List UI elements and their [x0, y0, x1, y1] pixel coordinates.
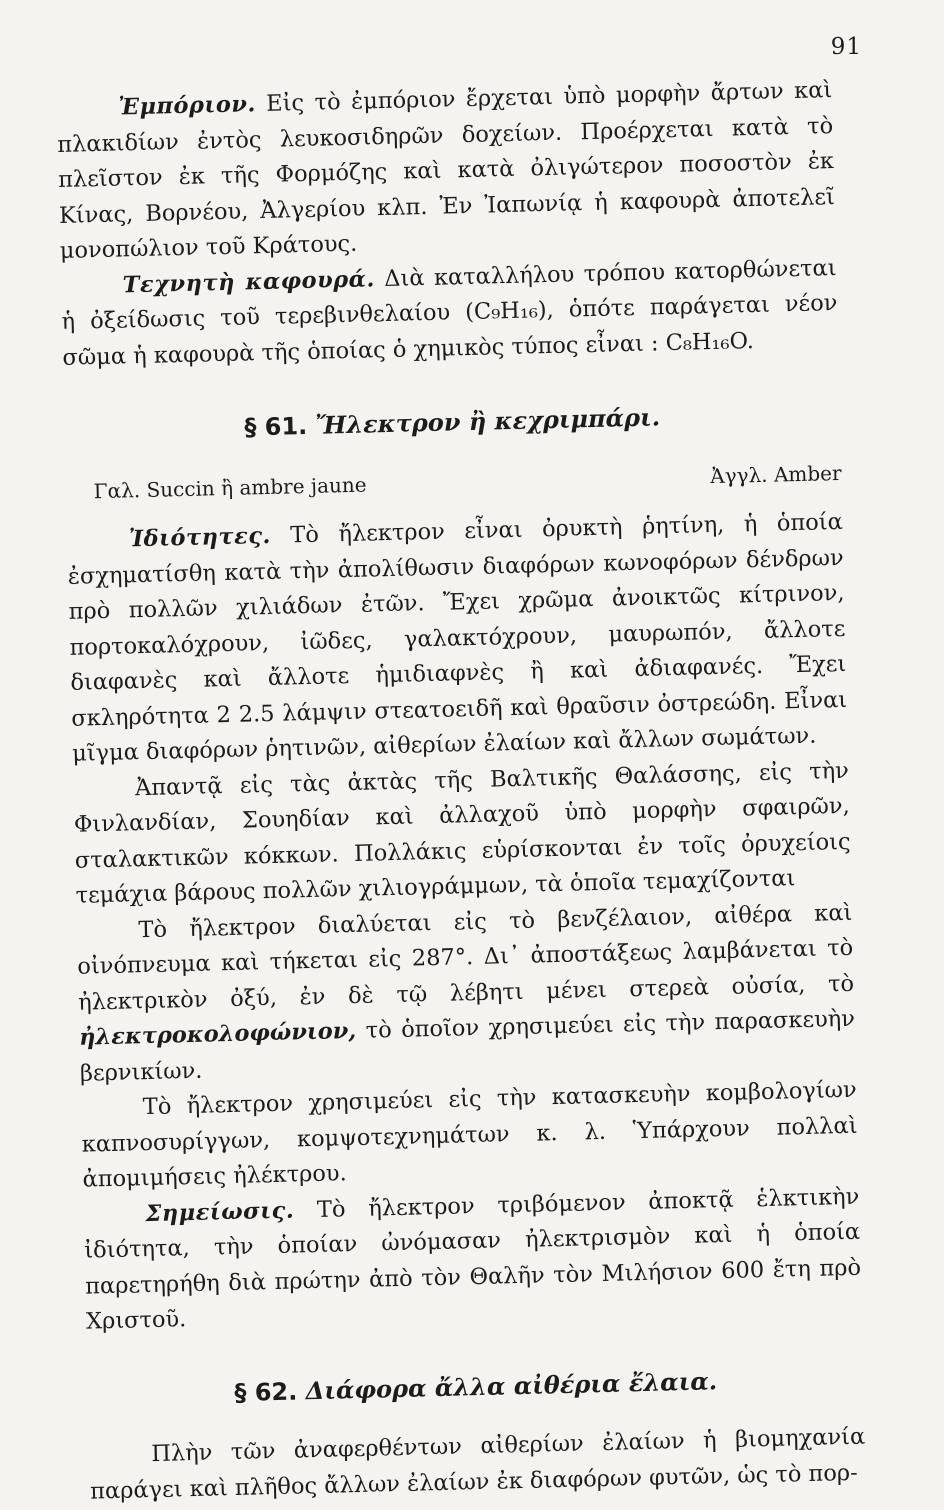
paragraph-other-oils: Πλὴν τῶν ἀναφερθέντων αἰθερίων ἐλαίων ἡ βιομηχανία παράγει καὶ πλῆθος ἄλλων ἐλαίων ἐκ διαφόρων φυτῶν, ὡς τὸ πορ- [89, 1423, 866, 1505]
emphasized-term: ἠλεκτροκολοφώνιον, [78, 1017, 357, 1051]
paragraph-uses: Τὸ ἤλεκτρον χρησιμεύει εἰς τὴν κατασκευὴν κομβολογίων καπνοσυρίγγων, κομψοτεχνημάτων κ. λ. Ὑπάρχουν πολλαὶ ἀπομιμήσεις ἠλέκτρου. [81, 1076, 858, 1193]
run-in-heading: Ἰδιότητες. [128, 522, 272, 553]
paragraph-properties [67, 505, 849, 772]
section-title: Διάφορα ἄλλα αἰθέρια ἔλαια. [305, 1365, 718, 1405]
section-62-heading [87, 1359, 864, 1414]
section-title: Ἤλεκτρον ἢ κεχριμπάρι. [315, 402, 661, 440]
page-body [56, 73, 866, 1510]
paragraph-dissolution [76, 895, 856, 1091]
paragraph-text: Εἰς τὸ ἐμπόριον ἔρχεται ὑπὸ μορφὴν ἄρτων καὶ πλακιδίων ἐντὸς λευκοσιδηρῶν δοχείων. Προέρχεται κατὰ τὸ πλεῖστον ἐκ τῆς Φορμόζης καὶ κατὰ ὀλιγώτερον ποσοστὸν ἐκ Κίνας, Βορνέου, Ἀλγερίου κλπ. Ἐν Ἰαπωνίᾳ ἡ καφουρὰ ἀποτελεῖ μονοπώλιον τοῦ Κράτους. [56, 77, 836, 264]
paragraph-text: Διὰ καταλλήλου τρόπου κατορθώνεται ἡ ὀξείδωσις τοῦ τερεβινθελαίου (C₉H₁₆), ὁπότε παράγεται νέον σῶμα ἡ καφουρὰ τῆς ὁποίας ὁ χημικὸς τύπος εἶναι : C₈H₁₆O. [61, 254, 838, 371]
section-number: § 62. [234, 1376, 298, 1407]
paragraph-text: Τὸ ἤλεκτρον διαλύεται εἰς τὸ βενζέλαιον, αἰθέρα καὶ οἰνόπνευμα καὶ τήκεται εἰς 287°. Δι᾽ ἀποστάξεως λαμβάνεται τὸ ἠλεκτρικὸν ὀξύ, ἐν δὲ τῷ λέβητι μένει στερεὰ οὐσία, τὸ [77, 899, 855, 1016]
paragraph-note [83, 1179, 862, 1340]
english-term: Ἀγγλ. Amber [709, 460, 842, 488]
french-term: Γαλ. Succin ἢ ambre jaune [93, 472, 367, 503]
paragraph-text: Τὸ ἤλεκτρον εἶναι ὀρυκτὴ ῥητίνη, ἡ ὁποία ἐσχηματίσθη κατὰ τὴν ἀπολίθωσιν διαφόρων κωνοφόρων δένδρων πρὸ πολλῶν χιλιάδων ἐτῶν. Ἔχει χρῶμα ἀνοικτῶς κίτρινον, πορτοκαλόχρουν, ἰῶδες, γαλακτόχρουν, μαυρωπόν, ἄλλοτε διαφανὲς καὶ ἄλλοτε ἡμιδιαφνὲς ἢ καὶ ἀδιαφανές. Ἔχει σκληρότητα 2 2.5 λάμψιν στεατοειδῆ καὶ θραῦσιν ὀστρεώδη. Εἶναι μῖγμα διαφόρων ῥητινῶν, αἰθερίων ἐλαίων καὶ ἄλλων σωμάτων. [67, 508, 848, 767]
page-number: 91 [830, 34, 862, 60]
section-61-heading [64, 395, 841, 450]
paragraph-text: τὸ ὁποῖον χρησιμεύει εἰς τὴν παρασκευὴν βερνικίων. [79, 1005, 856, 1087]
paragraph-artificial-camphor [60, 250, 838, 375]
paragraph-text: Τὸ ἤλεκτρον τριβόμενον ἀποκτᾷ ἑλκτικὴν ἰδιότητα, τὴν ὁποίαν ὠνόμασαν ἠλεκτρισμὸν καὶ ἡ ὁποία παρετηρήθη διὰ πρώτην ἀπὸ τὸν Θαλῆν τὸν Μιλήσιον 600 ἔτη πρὸ Χριστοῦ. [83, 1183, 862, 1335]
run-in-heading: Ἐμπόριον. [118, 91, 257, 121]
paragraph-occurrence: Ἀπαντᾷ εἰς τὰς ἀκτὰς τῆς Βαλτικῆς Θαλάσσης, εἰς τὴν Φινλανδίαν, Σουηδίαν καὶ ἀλλαχοῦ ὑπὸ μορφὴν σφαιρῶν, σταλακτικῶν κόκκων. Πολλάκις εὑρίσκονται ἐν τοῖς ὀρυχείοις τεμάχια βάρους πολλῶν χιλιογράμμων, τὰ ὁποῖα τεμαχίζονται [73, 757, 851, 909]
translations-line [93, 455, 842, 509]
section-number: § 61. [244, 411, 308, 442]
run-in-heading: Σημείωσις. [145, 1197, 295, 1227]
run-in-heading: Τεχνητὴ καφουρά. [122, 265, 376, 298]
paragraph-emporion [56, 73, 836, 269]
